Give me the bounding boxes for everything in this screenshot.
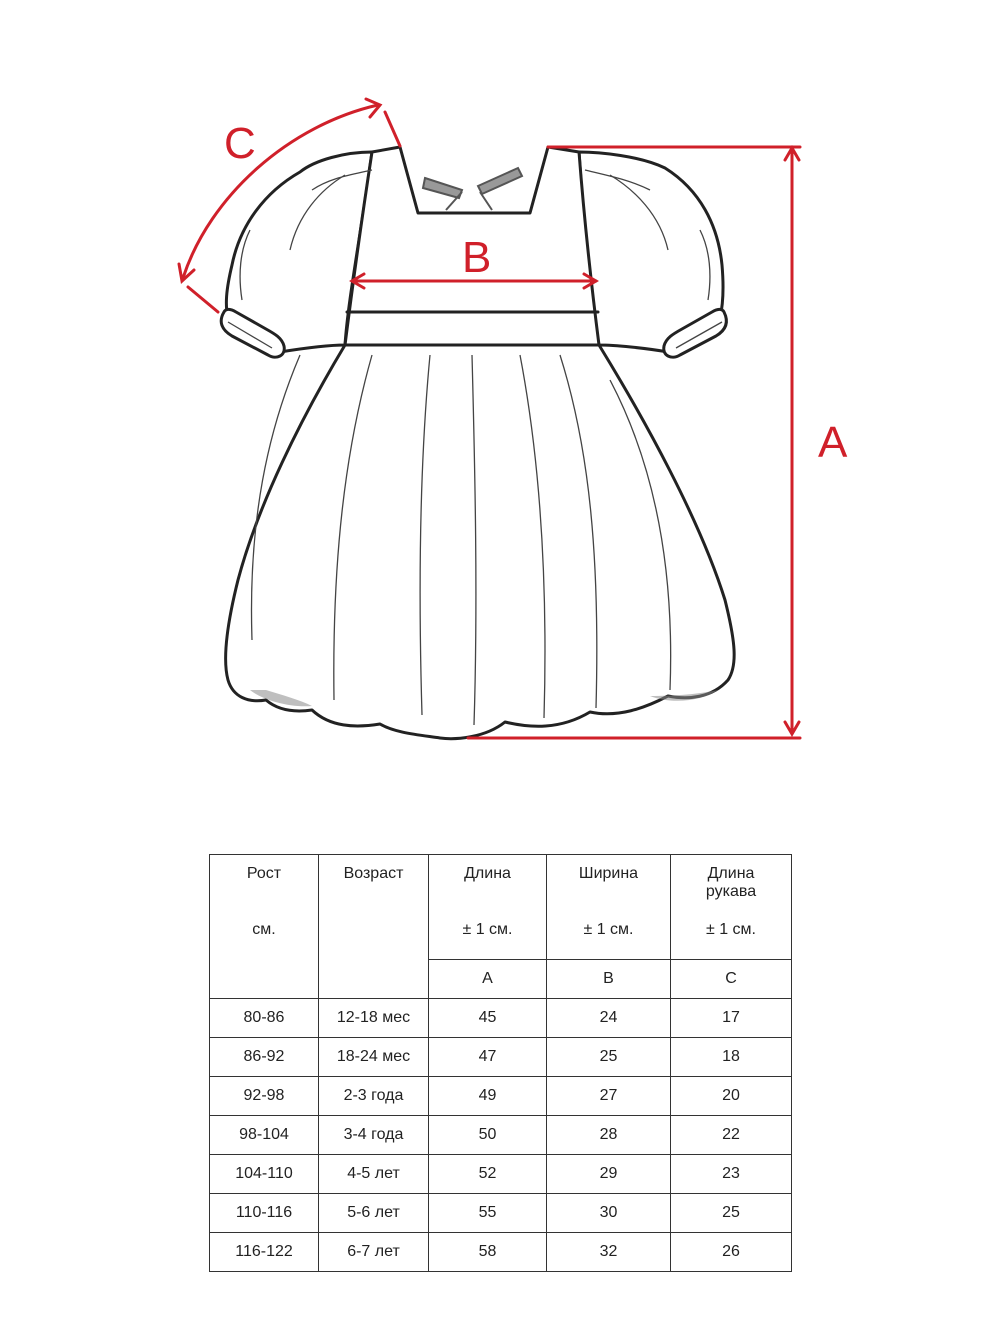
cell-width: 29 [547, 1155, 671, 1194]
cell-width: 28 [547, 1116, 671, 1155]
cell-age: 18-24 мес [319, 1038, 429, 1077]
header-sleeve-length [671, 855, 792, 960]
cell-age: 4-5 лет [319, 1155, 429, 1194]
cell-height: 116-122 [210, 1233, 319, 1272]
cell-width: 27 [547, 1077, 671, 1116]
cell-sleeve: 17 [671, 999, 792, 1038]
cell-age: 5-6 лет [319, 1194, 429, 1233]
header-length-tolerance: ± 1 см. [462, 921, 513, 938]
cell-length: 55 [429, 1194, 547, 1233]
cell-sleeve: 25 [671, 1194, 792, 1233]
cell-width: 32 [547, 1233, 671, 1272]
table-row [210, 1116, 792, 1155]
header-width-title: Ширина [578, 865, 639, 882]
neck-bow [423, 168, 522, 210]
cell-length: 50 [429, 1116, 547, 1155]
cell-width: 24 [547, 999, 671, 1038]
cell-height: 80-86 [210, 999, 319, 1038]
cell-height: 92-98 [210, 1077, 319, 1116]
cell-age: 12-18 мес [319, 999, 429, 1038]
header-sleeve-tolerance: ± 1 см. [705, 921, 756, 938]
header-age-title: Возраст [343, 865, 404, 882]
cell-length: 47 [429, 1038, 547, 1077]
header-sleeve-title: Длина рукава [705, 865, 757, 900]
header-height [210, 855, 319, 999]
dress-skirt [226, 345, 735, 739]
cell-age: 6-7 лет [319, 1233, 429, 1272]
header-height-unit: см. [252, 921, 276, 938]
cell-length: 49 [429, 1077, 547, 1116]
header-letter-b: B [547, 960, 671, 999]
cell-sleeve: 22 [671, 1116, 792, 1155]
header-letter-c: C [671, 960, 792, 999]
cell-length: 45 [429, 999, 547, 1038]
header-length-title: Длина [464, 865, 511, 882]
cell-height: 98-104 [210, 1116, 319, 1155]
cell-height: 110-116 [210, 1194, 319, 1233]
cell-sleeve: 18 [671, 1038, 792, 1077]
cell-length: 52 [429, 1155, 547, 1194]
table-header-row [210, 855, 792, 960]
table-row [210, 1077, 792, 1116]
cell-age: 2-3 года [319, 1077, 429, 1116]
label-c: C [224, 119, 256, 168]
cell-sleeve: 26 [671, 1233, 792, 1272]
cell-sleeve: 23 [671, 1155, 792, 1194]
measure-c-tick-bottom [188, 287, 218, 312]
table-row [210, 1194, 792, 1233]
header-age [319, 855, 429, 999]
label-b: B [462, 233, 492, 282]
cell-width: 30 [547, 1194, 671, 1233]
table-row [210, 999, 792, 1038]
measure-c-tick-top [385, 112, 400, 146]
cell-height: 86-92 [210, 1038, 319, 1077]
header-letter-a: A [429, 960, 547, 999]
cell-width: 25 [547, 1038, 671, 1077]
table-row [210, 1038, 792, 1077]
header-width-tolerance: ± 1 см. [583, 921, 634, 938]
table-row [210, 1233, 792, 1272]
header-length [429, 855, 547, 960]
cell-height: 104-110 [210, 1155, 319, 1194]
size-table [209, 854, 792, 1272]
cell-length: 58 [429, 1233, 547, 1272]
label-a: A [818, 418, 848, 467]
header-height-title: Рост [246, 865, 282, 882]
header-width [547, 855, 671, 960]
table-row [210, 1155, 792, 1194]
cell-age: 3-4 года [319, 1116, 429, 1155]
cell-sleeve: 20 [671, 1077, 792, 1116]
